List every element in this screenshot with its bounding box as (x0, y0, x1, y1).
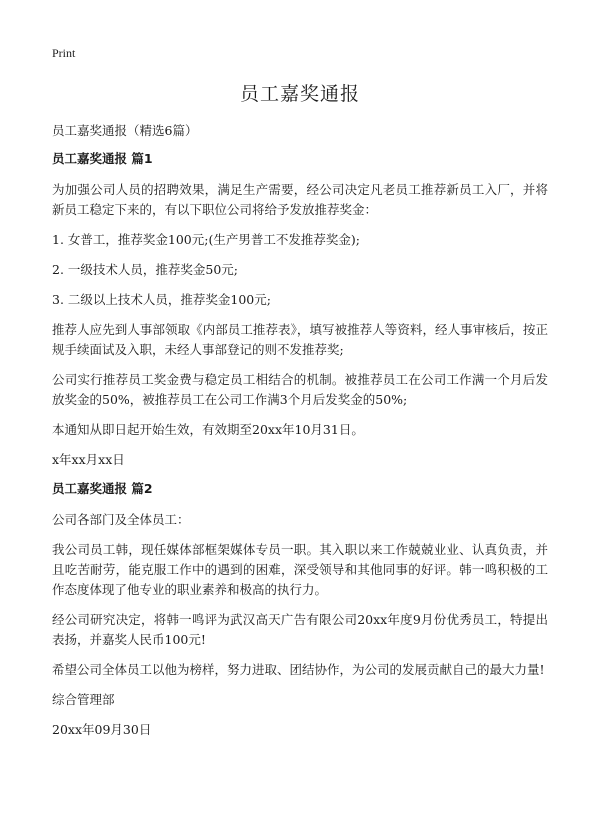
section-2 (52, 480, 548, 740)
paragraph: 我公司员工韩，现任媒体部框架媒体专员一职。其入职以来工作兢兢业业、认真负责，并且吃苦耐劳，能克服工作中的遇到的困难，深受领导和其他同事的好评。韩一鸣积极的工作态度体现了他专业的职业素养和极高的执行力。 (52, 542, 548, 597)
paragraph: 2. 一级技术人员，推荐奖金50元; (52, 262, 239, 277)
section-heading: 员工嘉奖通报 篇2 (52, 481, 153, 496)
section-1 (52, 150, 548, 470)
paragraph: 推荐人应先到人事部领取《内部员工推荐表》，填写被推荐人等资料，经人事审核后，按正规手续面试及入职，未经人事部登记的则不发推荐奖; (52, 322, 548, 357)
signature-department: 综合管理部 (52, 692, 115, 707)
paragraph: 为加强公司人员的招聘效果，满足生产需要，经公司决定凡老员工推荐新员工入厂，并将新员工稳定下来的，有以下职位公司将给予发放推荐奖金： (52, 182, 548, 217)
paragraph: 1. 女普工，推荐奖金100元;(生产男普工不发推荐奖金); (52, 232, 360, 247)
section-heading: 员工嘉奖通报 篇1 (52, 151, 153, 166)
paragraph: 希望公司全体员工以他为榜样，努力进取、团结协作，为公司的发展贡献自己的最大力量! (52, 662, 545, 677)
paragraph: 公司各部门及全体员工： (52, 512, 190, 527)
document-subtitle: 员工嘉奖通报（精选6篇） (52, 123, 198, 138)
date-line: x年xx月xx日 (52, 452, 125, 467)
paragraph: 经公司研究决定，将韩一鸣评为武汉高天广告有限公司20xx年度9月份优秀员工，特提出表扬，并嘉奖人民币100元! (52, 612, 548, 647)
page-title: 员工嘉奖通报 (239, 83, 360, 105)
paragraph: 本通知从即日起开始生效，有效期至20xx年10月31日。 (52, 422, 364, 437)
paragraph: 公司实行推荐员工奖金费与稳定员工相结合的机制。被推荐员工在公司工作满一个月后发放奖金的50%，被推荐员工在公司工作满3个月后发奖金的50%; (52, 372, 548, 407)
paragraph: 3. 二级以上技术人员，推荐奖金100元; (52, 292, 271, 307)
print-link[interactable]: Print (52, 46, 76, 60)
date-line: 20xx年09月30日 (52, 722, 152, 737)
